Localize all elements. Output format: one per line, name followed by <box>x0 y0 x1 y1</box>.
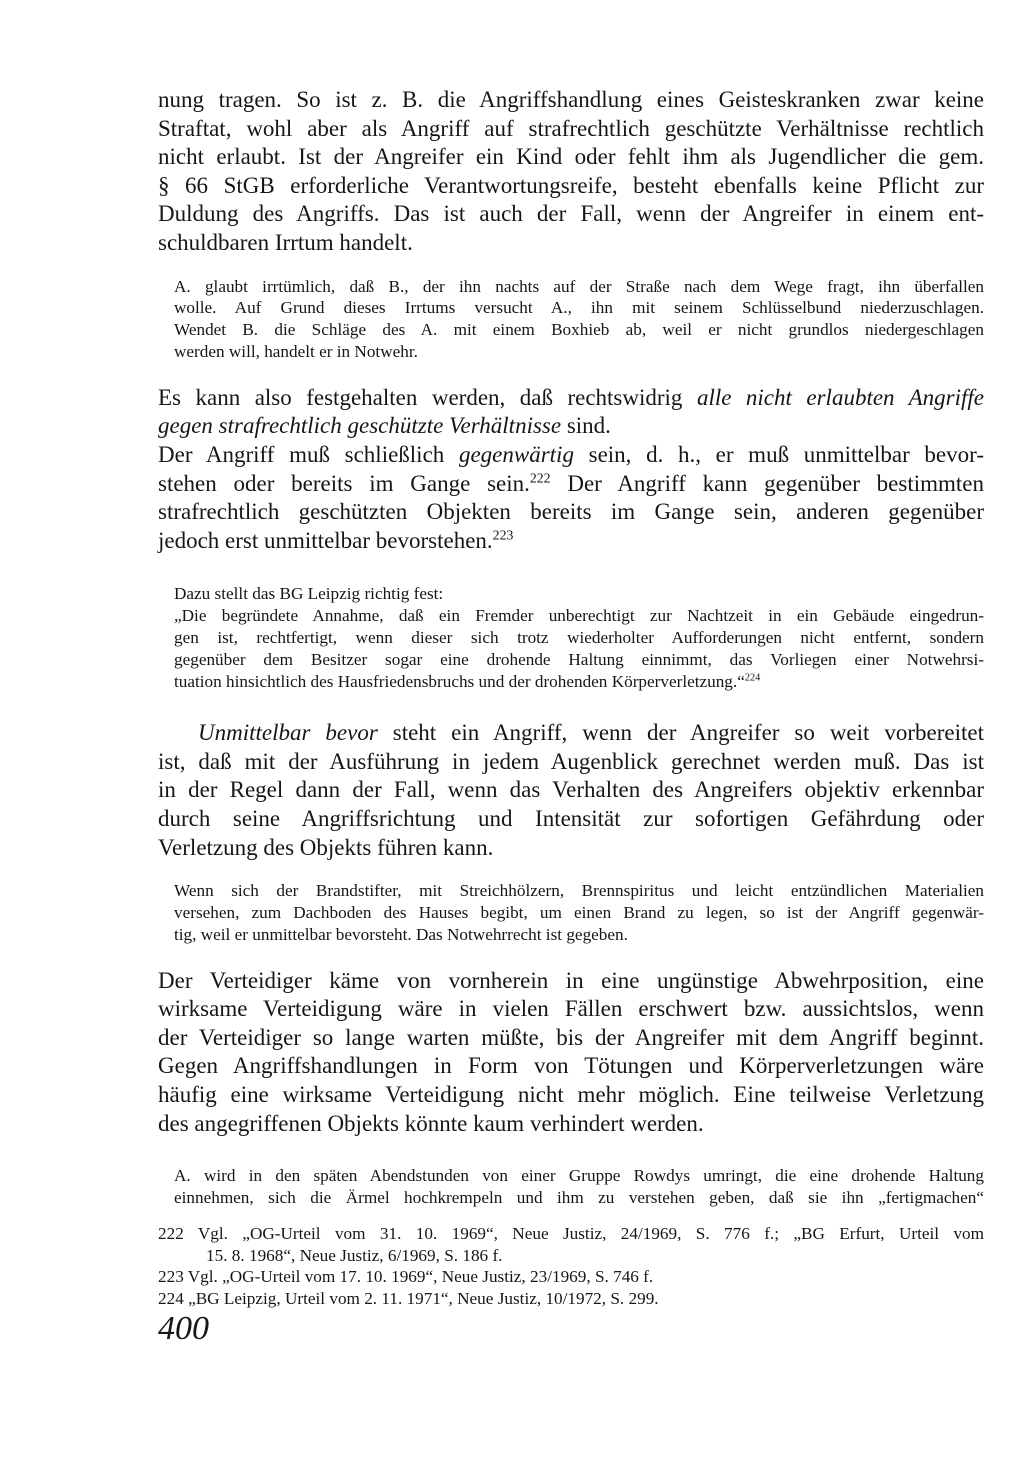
text-run: Es kann also festgehalten werden, daß rechtswidrig <box>158 384 697 410</box>
text-line: einnehmen, sich die Ärmel hochkrempeln und ihm zu verstehen geben, daß sie ihn „fertigmachen“ <box>174 1188 984 1208</box>
text-line: tig, weil er unmittelbar bevorsteht. Das Notwehrrecht ist gegeben. <box>174 924 628 944</box>
text-run: stehen oder bereits im Gange sein. <box>158 470 530 496</box>
emphasis: alle nicht erlaubten Angriffe <box>696 384 985 410</box>
text-line <box>158 384 984 413</box>
footnote-ref-222[interactable]: 222 <box>529 469 551 485</box>
text-run: sind. <box>561 413 611 439</box>
text-line: strafrechtlich geschützten Objekten bereits im Gange sein, anderen gegenüber <box>158 499 984 525</box>
text-line: Dazu stellt das BG Leipzig richtig fest: <box>174 584 444 604</box>
text-line: „Die begründete Annahme, daß ein Fremder unberechtigt zur Nachtzeit in ein Gebäude eingedrun- <box>174 606 984 626</box>
footnote-222-continued: 15. 8. 1968“, Neue Justiz, 6/1969, S. 186 f. <box>206 1245 503 1265</box>
text-line: nicht erlaubt. Ist der Angreifer ein Kind oder fehlt ihm als Jugendlicher die gem. <box>158 144 984 170</box>
example-block-1 <box>158 276 984 363</box>
text-line: schuldbaren Irrtum handelt. <box>158 229 413 255</box>
text-line: Wendet B. die Schläge des A. mit einem Boxhieb ab, weil er nicht grundlos niedergeschlagen <box>174 320 984 340</box>
text-line <box>158 719 984 748</box>
body-paragraph-1 <box>158 86 984 258</box>
footnote-ref-224[interactable]: 224 <box>744 671 761 683</box>
body-paragraph-5 <box>158 967 984 1139</box>
text-line: des angegriffenen Objekts könnte kaum verhindert werden. <box>158 1110 704 1136</box>
page-body <box>158 86 984 1310</box>
example-block-2 <box>158 583 984 692</box>
text-line: Duldung des Angriffs. Das ist auch der Fall, wenn der Angreifer in einem ent- <box>158 201 984 227</box>
text-line: Verletzung des Objekts führen kann. <box>158 834 494 860</box>
text-line: durch seine Angriffsrichtung und Intensität zur sofortigen Gefährdung oder <box>158 806 984 832</box>
text-line: gegenüber dem Besitzer sogar eine drohende Haltung einnimmt, das Vorliegen einer Notwehrsi- <box>174 649 984 669</box>
example-block-4 <box>158 1165 984 1209</box>
text-run: Der Angriff kann gegenüber bestimmten <box>550 470 984 496</box>
emphasis: gegenwärtig <box>458 441 574 467</box>
example-block-3 <box>158 880 984 945</box>
text-run: jedoch erst unmittelbar bevorstehen. <box>158 527 493 553</box>
body-paragraph-3 <box>158 441 984 555</box>
text-line: ist, daß mit der Ausführung in jedem Augenblick gerechnet werden muß. Das ist <box>158 748 984 774</box>
text-line: werden will, handelt er in Notwehr. <box>174 341 418 361</box>
text-line: Wenn sich der Brandstifter, mit Streichhölzern, Brennspiritus und leicht entzündlichen Materialien <box>174 881 984 901</box>
text-run: sein, d. h., er muß unmittelbar bevor- <box>573 441 984 467</box>
text-line: in der Regel dann der Fall, wenn das Verhalten des Angreifers objektiv erkennbar <box>158 777 984 803</box>
footnote-ref-223[interactable]: 223 <box>492 527 514 543</box>
text-line <box>158 412 984 441</box>
body-paragraph-4 <box>158 719 984 862</box>
text-line: wirksame Verteidigung wäre in vielen Fällen erschwert bzw. aussichtslos, wenn <box>158 996 984 1022</box>
text-line: nung tragen. So ist z. B. die Angriffshandlung eines Geisteskranken zwar keine <box>158 87 984 112</box>
text-line: Der Verteidiger käme von vornherein in eine ungünstige Abwehrposition, eine <box>158 967 984 993</box>
text-line: gen ist, rechtfertigt, wenn dieser sich trotz wiederholter Aufforderungen nicht entfernt, sondern <box>174 627 984 647</box>
text-line <box>158 441 984 470</box>
text-line: Straftat, wohl aber als Angriff auf strafrechtlich geschützte Verhältnisse rechtlich <box>158 115 984 141</box>
text-line <box>158 470 984 499</box>
emphasis: gegen strafrechtlich geschützte Verhältnisse <box>158 413 562 439</box>
footnote-222: 222 Vgl. „OG-Urteil vom 31. 10. 1969“, Neue Justiz, 24/1969, S. 776 f.; „BG Erfurt, Urteil vom <box>158 1223 984 1243</box>
emphasis: Unmittelbar bevor <box>198 720 378 746</box>
text-line <box>158 527 984 556</box>
text-line <box>174 671 984 693</box>
text-line: versehen, zum Dachboden des Hauses begibt, um einen Brand zu legen, so ist der Angriff gegenwär- <box>174 903 984 923</box>
text-run: steht ein Angriff, wenn der Angreifer so weit vorbereitet <box>377 720 984 746</box>
text-line: A. wird in den späten Abendstunden von einer Gruppe Rowdys umringt, die eine drohende Haltung <box>174 1166 984 1186</box>
text-run: tuation hinsichtlich des Hausfriedensbruchs und der drohenden Körperverletzung.“ <box>174 671 745 691</box>
text-line: § 66 StGB erforderliche Verantwortungsreife, besteht ebenfalls keine Pflicht zur <box>158 172 984 198</box>
text-run: Der Angriff muß schließlich <box>158 441 459 467</box>
footnote-224: 224 „BG Leipzig, Urteil vom 2. 11. 1971“, Neue Justiz, 10/1972, S. 299. <box>158 1289 659 1309</box>
body-paragraph-2 <box>158 384 984 441</box>
text-line: wolle. Auf Grund dieses Irrtums versucht A., ihn mit seinem Schlüsselbund niederzuschlagen. <box>174 298 984 318</box>
footnote-223: 223 Vgl. „OG-Urteil vom 17. 10. 1969“, Neue Justiz, 23/1969, S. 746 f. <box>158 1267 654 1287</box>
page-number: 400 <box>158 1310 209 1347</box>
text-line: der Verteidiger so lange warten müßte, bis der Angreifer mit dem Angriff beginnt. <box>158 1024 984 1050</box>
text-line: A. glaubt irrtümlich, daß B., der ihn nachts auf der Straße nach dem Wege fragt, ihn überfallen <box>174 276 984 296</box>
text-line: häufig eine wirksame Verteidigung nicht mehr möglich. Eine teilweise Verletzung <box>158 1082 984 1108</box>
text-line: Gegen Angriffshandlungen in Form von Tötungen und Körperverletzungen wäre <box>158 1053 984 1079</box>
footnotes <box>158 1223 984 1310</box>
